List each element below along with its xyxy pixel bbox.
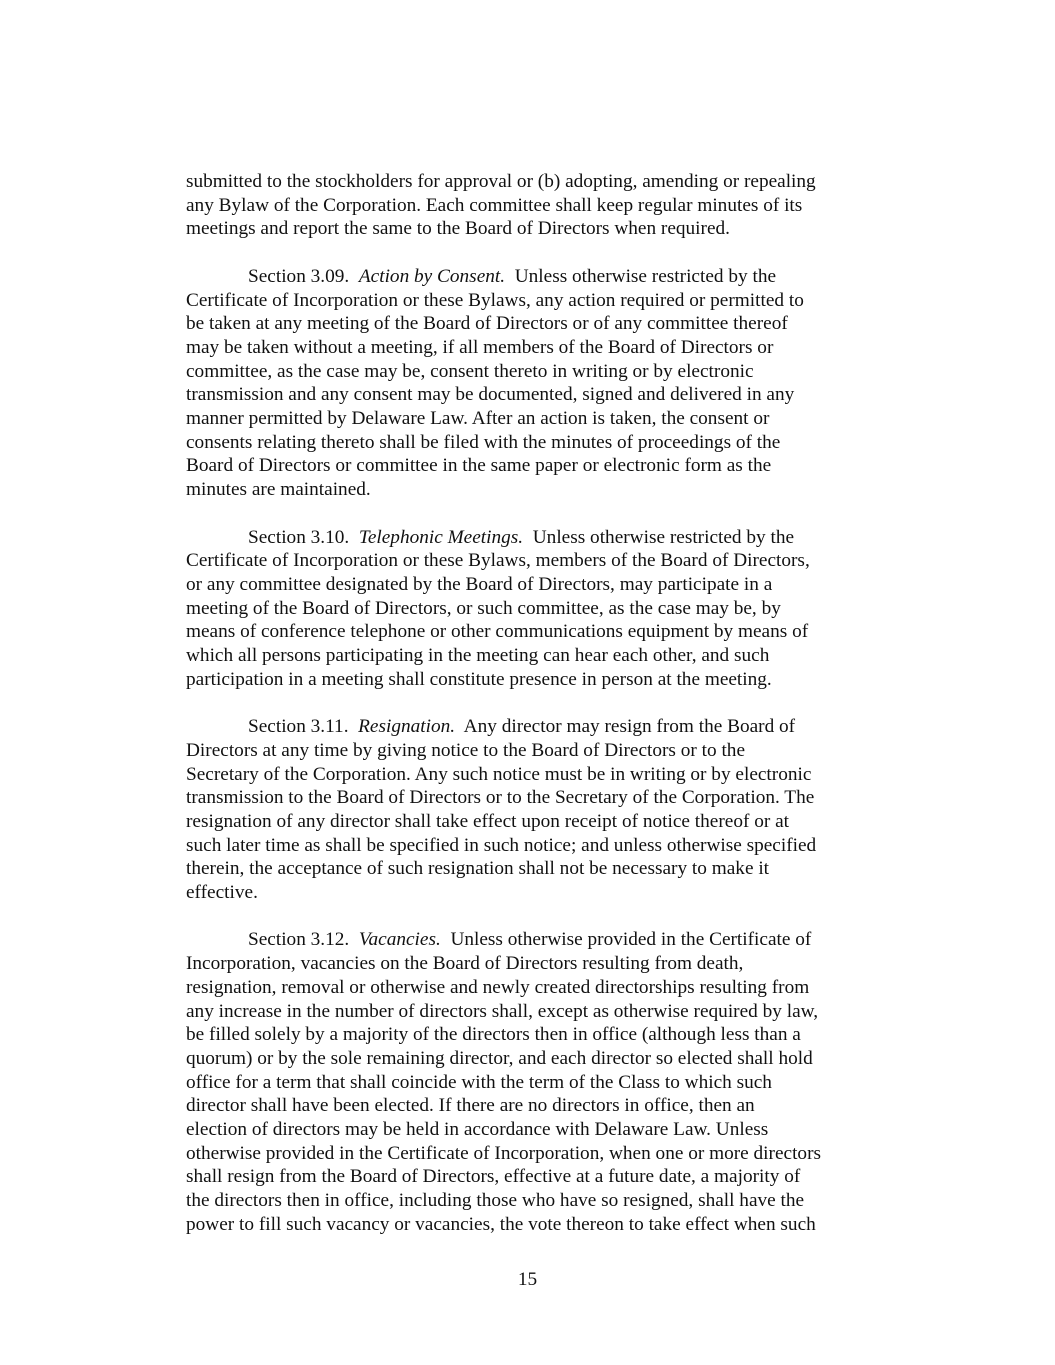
- text-line: minutes are maintained.: [186, 479, 371, 501]
- section-first-line: Section 3.10. Telephonic Meetings. Unless otherwise restricted by the: [248, 526, 795, 548]
- section-title: Action by Consent.: [358, 265, 506, 287]
- text-line: otherwise provided in the Certificate of Incorporation, when one or more directors: [186, 1142, 821, 1164]
- document-body: [186, 170, 876, 1260]
- text-line: transmission and any consent may be documented, signed and delivered in any: [186, 384, 795, 406]
- text-line: Incorporation, vacancies on the Board of Directors resulting from death,: [186, 953, 744, 975]
- text-line: submitted to the stockholders for approval or (b) adopting, amending or repealing: [186, 171, 816, 192]
- text-line: therein, the acceptance of such resignation shall not be necessary to make it: [186, 858, 770, 880]
- text-line: any Bylaw of the Corporation. Each committee shall keep regular minutes of its: [186, 194, 803, 216]
- text-line: resignation of any director shall take effect upon receipt of notice thereof or at: [186, 810, 790, 832]
- text-line: be filled solely by a majority of the directors then in office (although less than a: [186, 1024, 801, 1046]
- text-line: the directors then in office, including those who have so resigned, shall have the: [186, 1190, 805, 1212]
- continuation-paragraph: [186, 170, 876, 241]
- section-first-line-text: Any director may resign from the Board of: [463, 716, 796, 738]
- text-line: any increase in the number of directors shall, except as otherwise required by law,: [186, 1000, 819, 1022]
- text-line: director shall have been elected. If there are no directors in office, then an: [186, 1095, 755, 1117]
- section-first-line-text: Unless otherwise provided in the Certificate of: [450, 929, 812, 951]
- text-line: Directors at any time by giving notice to the Board of Directors or to the: [186, 739, 746, 761]
- text-line: committee, as the case may be, consent thereto in writing or by electronic: [186, 360, 754, 382]
- section-first-line-text: Unless otherwise restricted by the: [514, 265, 777, 287]
- section-first-line: Section 3.12. Vacancies. Unless otherwise provided in the Certificate of: [248, 929, 812, 951]
- text-line: or any committee designated by the Board of Directors, may participate in a: [186, 573, 773, 595]
- page-number: 15: [517, 1269, 538, 1290]
- text-line: Certificate of Incorporation or these Bylaws, members of the Board of Directors,: [186, 550, 810, 572]
- text-line: resignation, removal or otherwise and newly created directorships resulting from: [186, 976, 810, 998]
- section-title: Telephonic Meetings.: [358, 526, 524, 548]
- text-line: effective.: [186, 882, 258, 904]
- section-first-line: Section 3.09. Action by Consent. Unless otherwise restricted by the: [248, 265, 777, 287]
- section-first-line-text: Unless otherwise restricted by the: [532, 526, 795, 548]
- text-line: meetings and report the same to the Board of Directors when required.: [186, 218, 730, 240]
- text-line: quorum) or by the sole remaining director, and each director so elected shall hold: [186, 1047, 813, 1069]
- text-line: such later time as shall be specified in such notice; and unless otherwise specified: [186, 834, 817, 856]
- section-number: Section 3.10: [248, 526, 345, 548]
- section-3-11-resignation: [186, 715, 876, 905]
- text-line: transmission to the Board of Directors or to the Secretary of the Corporation. The: [186, 787, 815, 809]
- text-line: power to fill such vacancy or vacancies, the vote thereon to take effect when such: [186, 1213, 816, 1235]
- text-line: participation in a meeting shall constitute presence in person at the meeting.: [186, 668, 772, 690]
- text-line: Board of Directors or committee in the same paper or electronic form as the: [186, 455, 772, 477]
- section-title: Vacancies.: [358, 929, 441, 951]
- text-line: consents relating thereto shall be filed with the minutes of proceedings of the: [186, 431, 781, 453]
- text-line: Secretary of the Corporation. Any such notice must be in writing or by electronic: [186, 763, 812, 785]
- section-number: Section 3.11: [248, 716, 344, 738]
- section-3-09-action-by-consent: [186, 265, 876, 502]
- text-line: office for a term that shall coincide with the term of the Class to which such: [186, 1071, 772, 1093]
- text-line: meeting of the Board of Directors, or such committee, as the case may be, by: [186, 597, 781, 619]
- text-line: manner permitted by Delaware Law. After an action is taken, the consent or: [186, 408, 770, 430]
- section-number: Section 3.12: [248, 929, 345, 951]
- text-line: Certificate of Incorporation or these Bylaws, any action required or permitted to: [186, 289, 804, 311]
- text-line: be taken at any meeting of the Board of Directors or of any committee thereof: [186, 313, 788, 335]
- text-line: shall resign from the Board of Directors, effective at a future date, a majority of: [186, 1166, 801, 1188]
- section-number: Section 3.09: [248, 265, 345, 287]
- text-line: may be taken without a meeting, if all members of the Board of Directors or: [186, 336, 774, 358]
- text-line: which all persons participating in the meeting can hear each other, and such: [186, 645, 770, 667]
- section-title: Resignation.: [358, 716, 456, 738]
- section-first-line: Section 3.11. Resignation. Any director may resign from the Board of: [248, 716, 796, 738]
- text-line: means of conference telephone or other communications equipment by means of: [186, 621, 809, 643]
- text-line: election of directors may be held in accordance with Delaware Law. Unless: [186, 1119, 769, 1141]
- section-3-10-telephonic-meetings: [186, 526, 876, 692]
- section-3-12-vacancies: [186, 928, 876, 1236]
